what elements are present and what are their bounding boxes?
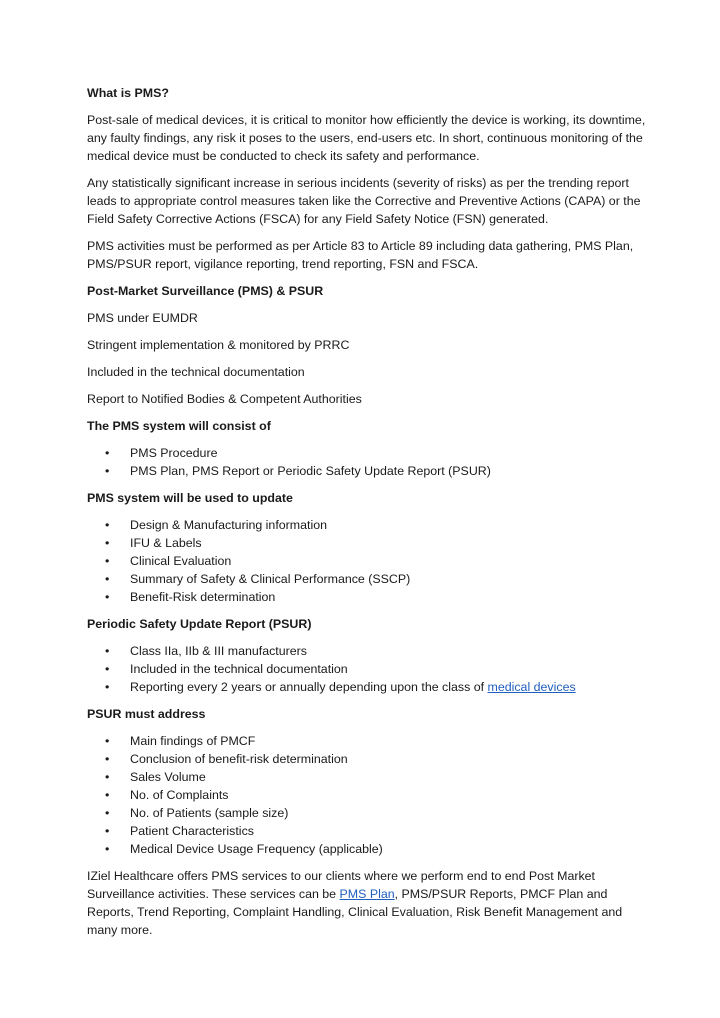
list-item [87,678,647,696]
line-technical-documentation: Included in the technical documentation [87,365,305,379]
list-item-text: Reporting every 2 years or annually depending upon the class of [130,680,488,694]
heading-psur: Periodic Safety Update Report (PSUR) [87,617,312,631]
list-item: • Sales Volume [87,768,647,786]
list-item: • Design & Manufacturing information [87,516,647,534]
list-item: • Clinical Evaluation [87,552,647,570]
list-item: • Main findings of PMCF [87,732,647,750]
list-item: • Summary of Safety & Clinical Performance (SSCP) [87,570,647,588]
line-report-to-bodies: Report to Notified Bodies & Competent Authorities [87,392,362,406]
list-psur-must-address [87,732,647,858]
line-pms-under-eumdr: PMS under EUMDR [87,311,198,325]
list-pms-system-update [87,516,647,606]
list-item: • No. of Complaints [87,786,647,804]
list-psur [87,642,647,696]
document-page [87,84,647,948]
heading-psur-must-address: PSUR must address [87,707,206,721]
list-item: • Patient Characteristics [87,822,647,840]
list-item: • Medical Device Usage Frequency (applicable) [87,840,647,858]
list-item: • Benefit-Risk determination [87,588,647,606]
closing-text-before: IZiel Healthcare offers PMS services to our clients where we perform end to end Post Market Surveillance activities. These services can be [87,869,596,901]
medical-devices-link[interactable]: medical devices [487,680,576,694]
list-item: • PMS Procedure [87,444,647,462]
paragraph-activities: PMS activities must be performed as per Article 83 to Article 89 including data gathering, PMS Plan, PMS/PSUR report, vigilance reporting, trend reporting, FSN and FSCA. [87,239,634,271]
list-item: • Conclusion of benefit-risk determination [87,750,647,768]
heading-pms-system-consist: The PMS system will consist of [87,419,271,433]
line-stringent-implementation: Stringent implementation & monitored by PRRC [87,338,350,352]
pms-plan-link[interactable]: PMS Plan [339,887,395,901]
heading-what-is-pms: What is PMS? [87,86,169,100]
paragraph-intro: Post-sale of medical devices, it is critical to monitor how efficiently the device is working, its downtime, any faulty findings, any risk it poses to the users, end-users etc. In short, continuous monitoring of the medical device must be conducted to check its safety and performance. [87,113,646,163]
list-item: • IFU & Labels [87,534,647,552]
paragraph-incidents: Any statistically significant increase in serious incidents (severity of risks) as per the trending report leads to appropriate control measures taken like the Corrective and Preventive Actions (CAPA) or the Field Safety Corrective Actions (FSCA) for any Field Safety Notice (FSN) generated. [87,176,641,226]
heading-pms-psur: Post-Market Surveillance (PMS) & PSUR [87,284,324,298]
list-item: • No. of Patients (sample size) [87,804,647,822]
list-pms-system-consist [87,444,647,480]
list-item: • PMS Plan, PMS Report or Periodic Safety Update Report (PSUR) [87,462,647,480]
heading-pms-system-update: PMS system will be used to update [87,491,293,505]
paragraph-closing [87,867,647,939]
list-item: • Included in the technical documentation [87,660,647,678]
list-item: • Class IIa, IIb & III manufacturers [87,642,647,660]
closing-text-after: , PMS/PSUR Reports, PMCF Plan and Reports, Trend Reporting, Complaint Handling, Clinical Evaluation, Risk Benefit Management and many more. [87,887,623,937]
